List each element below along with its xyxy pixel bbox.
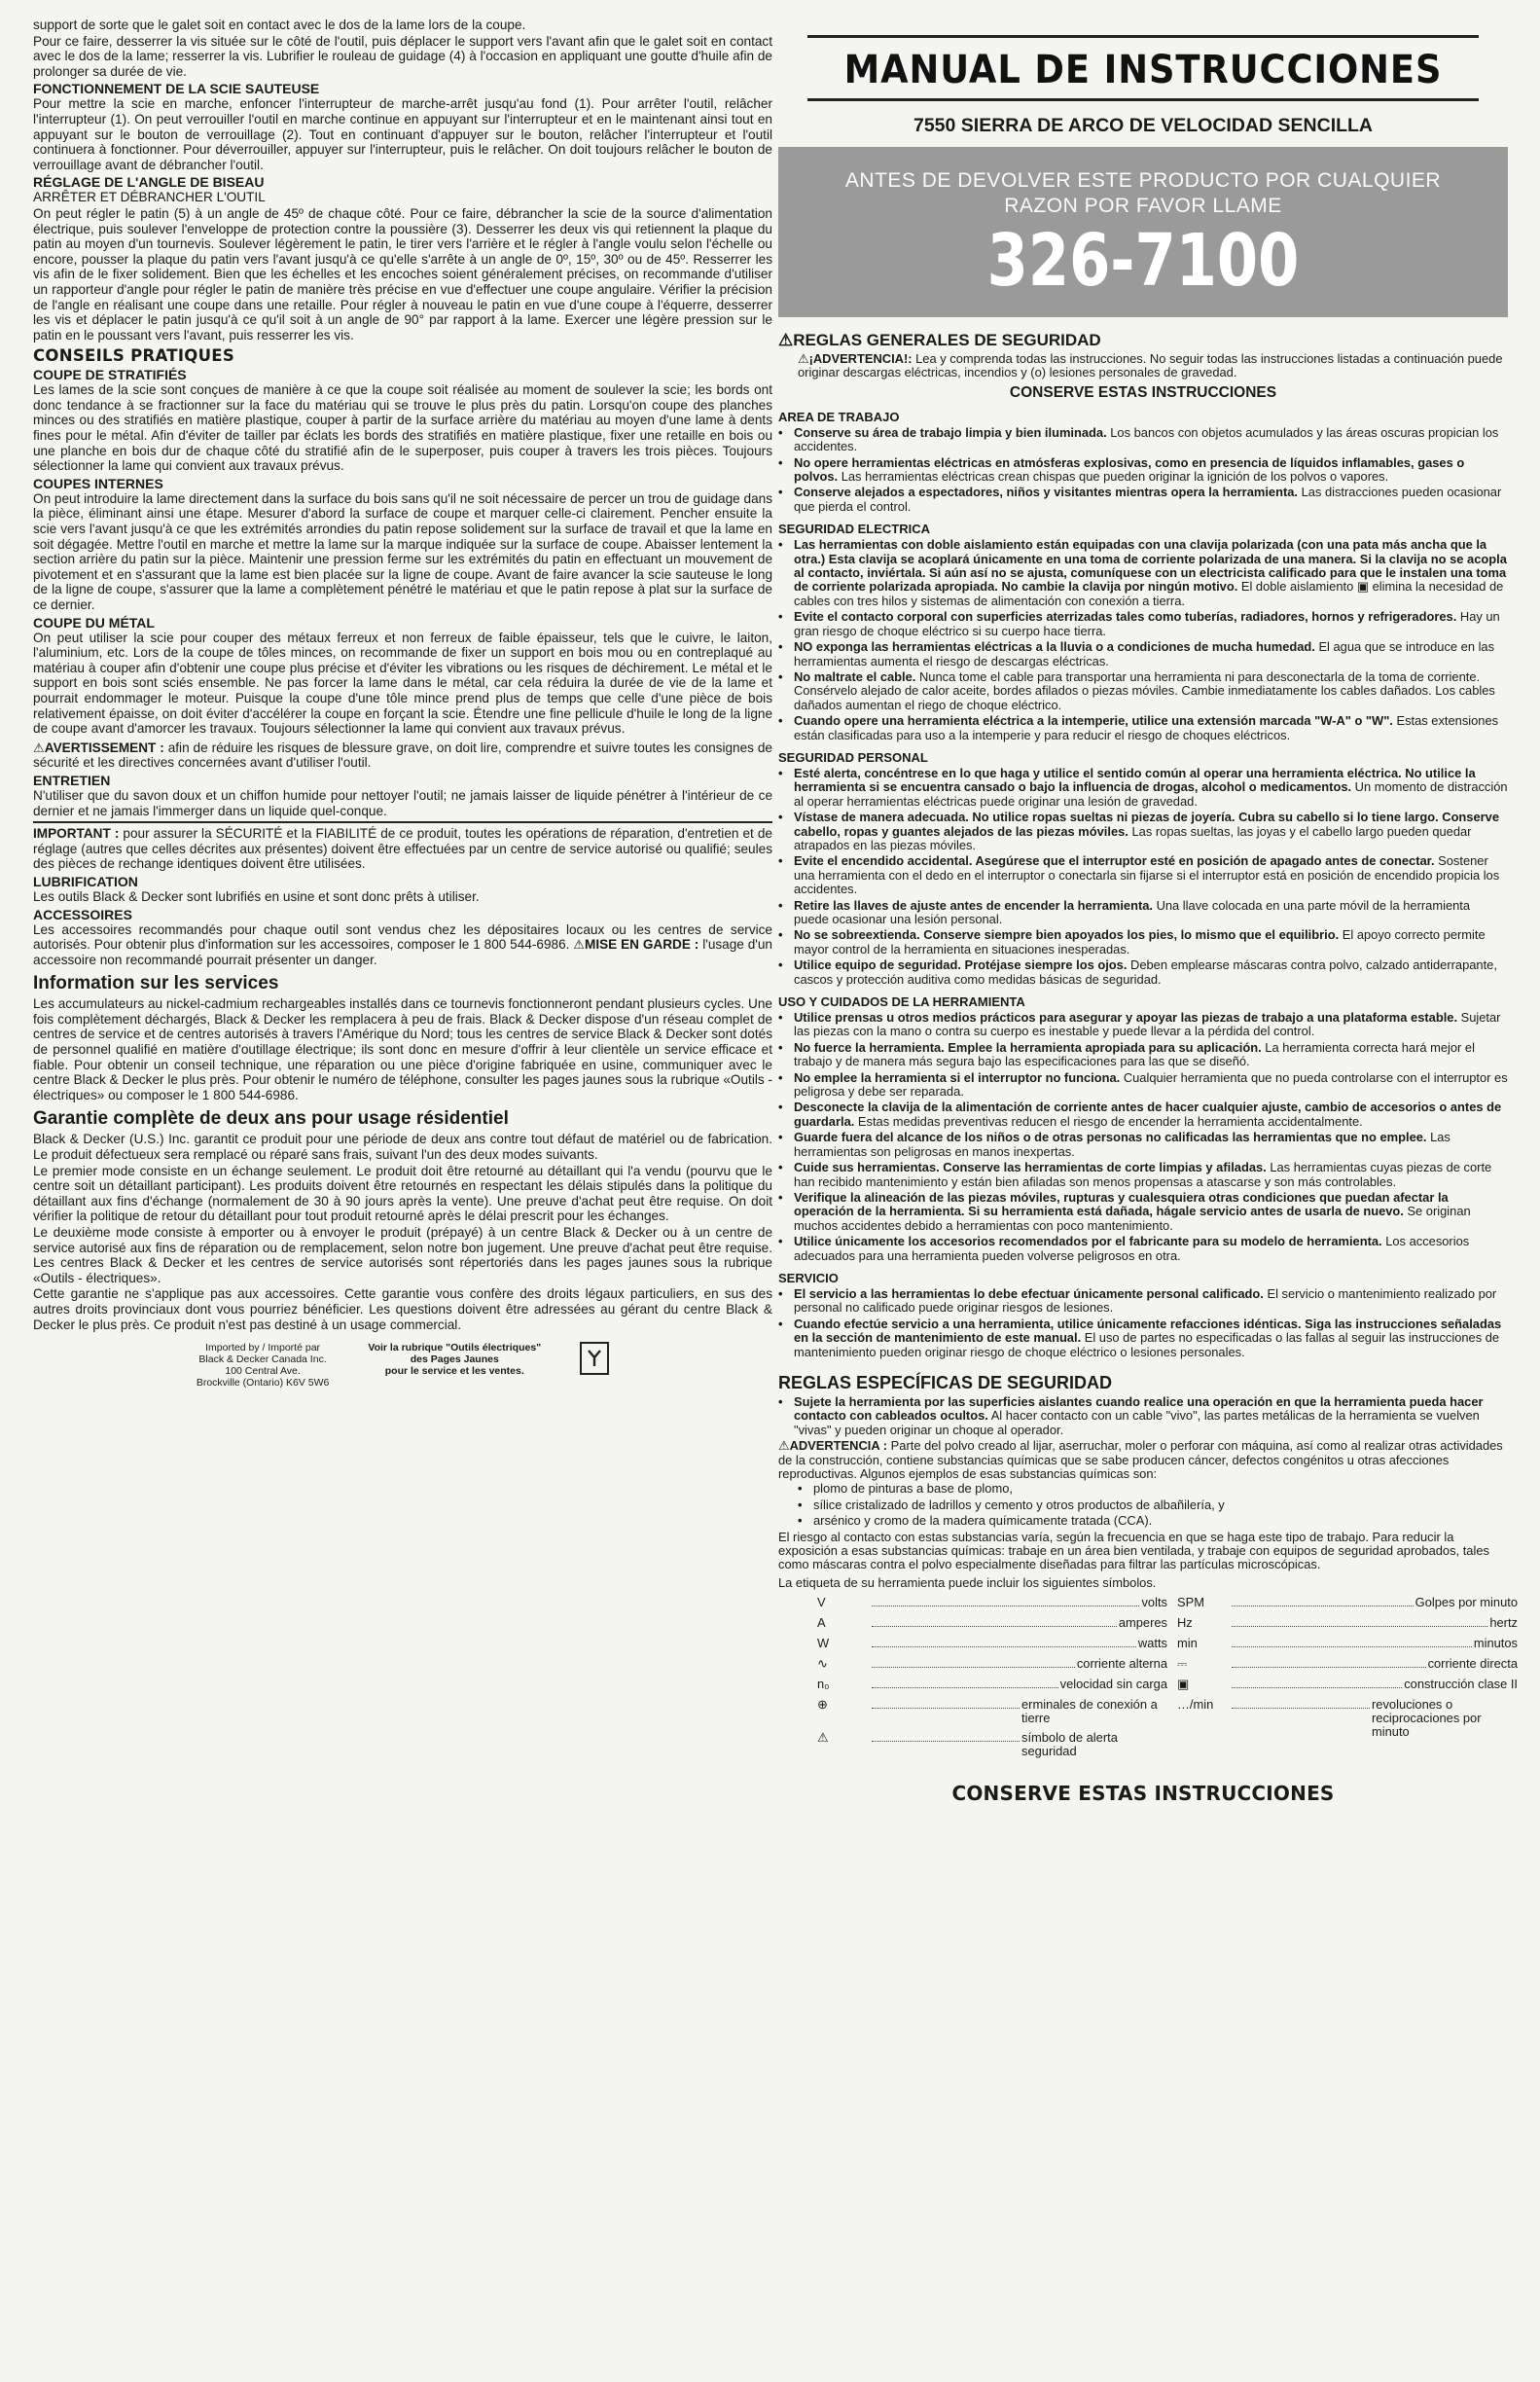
advertencia-text: Lea y comprenda todas las instrucciones. No seguir todas las instrucciones listadas a continuación puede originar descargas eléctricas, incendios y (o) lesiones personales de gravedad. — [798, 351, 1503, 380]
bullet-text — [794, 426, 1508, 454]
bullet-text — [794, 1287, 1508, 1316]
electrica-heading: SEGURIDAD ELECTRICA — [778, 522, 931, 537]
symbol-key: ⚠ — [817, 1730, 829, 1746]
symbols-table — [778, 1595, 1518, 1764]
intro-line: support de sorte que le galet soit en contact avec le dos de la lame lors de la coupe. — [33, 18, 526, 32]
symbol-row — [817, 1596, 1167, 1610]
garantie-p3: Le deuxième mode consiste à emporter ou à envoyer le produit (prépayé) à un centre Black & Decker ou à un centre de service autorisé aux fins de réparation ou de remplacement, selon notre bon jugement. Une preuve d'achat peut être requise. Les centres Black & Decker et les centres de service autorisés sont répertoriés dans les pages jaunes sous la rubrique «Outils - électriques». — [33, 1225, 772, 1285]
bullet-icon: • — [798, 1481, 803, 1497]
personal-heading: SEGURIDAD PERSONAL — [778, 749, 928, 765]
advertencia-label: ¡ADVERTENCIA!: — [808, 351, 913, 366]
dot-leader — [872, 1637, 1136, 1647]
manual-title: MANUAL DE INSTRUCCIONES — [843, 48, 1443, 92]
symbol-value: minutos — [1473, 1636, 1518, 1651]
bullet-bold: El servicio a las herramientas lo debe efectuar únicamente personal calificado. — [794, 1285, 1264, 1301]
symbols-left — [817, 1596, 1167, 1764]
bullet-item — [778, 1235, 1508, 1263]
bullet-icon: • — [798, 1513, 803, 1529]
bullet-normal: Deben emplearse máscaras contra polvo, calzado antiderrapante, cascos y protección auditiva como medidas básicas de seguridad. — [794, 957, 1497, 987]
advertencia2-paragraph — [778, 1439, 1508, 1481]
avertissement-label: AVERTISSEMENT : — [44, 740, 164, 755]
voir-line1: Voir la rubrique "Outils électriques" — [368, 1342, 542, 1354]
accessoires-heading: ACCESSOIRES — [33, 906, 132, 922]
bullet-icon: • — [778, 668, 783, 684]
symbol-key: Hz — [1177, 1615, 1193, 1631]
dot-leader — [1232, 1657, 1426, 1668]
bullet-text — [794, 1317, 1508, 1359]
bullet-bold: No opere herramientas eléctricas en atmósferas explosivas, como en presencia de líquidos inflamables, gases o polvos. — [794, 454, 1465, 485]
symbol-row — [817, 1657, 1167, 1672]
symbol-value: volts — [1141, 1595, 1167, 1610]
bullet-icon: • — [778, 853, 783, 869]
bullet-text — [794, 456, 1508, 485]
warning-triangle-icon: ⚠ — [778, 1438, 790, 1454]
bullet-normal: El agua que se introduce en las herramientas aumenta el riesgo de descargas eléctricas. — [794, 639, 1495, 668]
bullet-normal: Las herramientas cuyas piezas de corte han recibido mantenimiento y están bien afiladas son menos propensas a atascarse y son más controlables. — [794, 1160, 1492, 1189]
stratifies-heading: COUPE DE STRATIFIÉS — [33, 367, 187, 383]
servicio-heading: SERVICIO — [778, 1270, 839, 1285]
symbol-value: erminales de conexión a tierre — [1021, 1697, 1158, 1726]
lubrification-heading: LUBRIFICATION — [33, 873, 138, 889]
symbol-key: min — [1177, 1636, 1198, 1651]
symbol-value: velocidad sin carga — [1059, 1677, 1167, 1692]
dot-leader — [872, 1698, 1020, 1709]
bullet-item — [778, 928, 1508, 956]
bullet-normal: El uso de partes no especificadas o las fallas al seguir las instrucciones de mantenimiento pueden originar riesgo de choque eléctrico o lesiones personales. — [794, 1330, 1500, 1359]
bullet-icon: • — [778, 1393, 783, 1409]
symbol-row — [1177, 1698, 1518, 1739]
info-text: Les accumulateurs au nickel-cadmium rechargeables installés dans ce tournevis fonctionneront pendant plusieurs cycles. Une fois complètement déchargés, Black & Decker les remplacera à peu de frais. Black & Decker dispose d'un réseau complet de centres de service et de centres autorisés à travers l'Amérique du Nord; tous les centres de service Black & Decker sont dotés de personnel qualifié en matière d'outillage électrique; ils sont donc en mesure d'offrir à leur clientèle un service efficace et fiable. Pour obtenir un conseil technique, une réparation ou une pièce d'origine fabriquée en usine, communiquer avec le centre Black & Decker le plus près. Pour obtenir le numéro de téléphone, consulter les pages jaunes sous la rubrique «Outils - électriques» ou composer le 1 800 544-6986. — [33, 996, 772, 1102]
product-subtitle: 7550 SIERRA DE ARCO DE VELOCIDAD SENCILLA — [913, 115, 1374, 136]
bullet-bold: Conserve su área de trabajo limpia y bien iluminada. — [794, 424, 1107, 440]
bullet-bold: No fuerce la herramienta. Emplee la herramienta apropiada para su aplicación. — [794, 1039, 1262, 1055]
bullet-icon: • — [778, 1160, 783, 1175]
bullet-bold: Evite el contacto corporal con superficies aterrizadas tales como tuberías, radiadores, hornos y refrigeradores. — [794, 609, 1457, 625]
reglas-title-text: REGLAS GENERALES DE SEGURIDAD — [793, 331, 1101, 349]
importer-info — [33, 1342, 772, 1389]
bullet-item — [778, 811, 1508, 852]
bullet-normal: La herramienta correcta hará mejor el trabajo y de manera más segura bajo las especificaciones para las que se diseñó. — [794, 1039, 1475, 1069]
bullet-icon: • — [778, 957, 783, 973]
dot-leader — [1232, 1698, 1370, 1709]
bullet-icon: • — [778, 1285, 783, 1301]
bullet-icon: • — [778, 1100, 783, 1115]
bullet-bold: Utilice prensas u otros medios prácticos para asegurar y apoyar las piezas de trabajo a una plataforma estable. — [794, 1010, 1458, 1026]
warning-triangle-icon: ⚠ — [33, 740, 45, 755]
bullet-icon: • — [778, 424, 783, 440]
conseils-heading: CONSEILS PRATIQUES — [33, 346, 235, 366]
symbol-value: amperes — [1118, 1615, 1167, 1631]
bullet-text — [794, 1071, 1508, 1100]
symbol-row — [1177, 1637, 1518, 1651]
bullet-normal: Las distracciones pueden ocasionar que pierda el control. — [794, 485, 1502, 514]
bullet-normal: Sujetar las piezas con la mano o contra su cuerpo es inestable y puede llevar a la pérdida del control. — [794, 1010, 1501, 1039]
dot-leader — [872, 1731, 1020, 1742]
uso-list — [778, 1011, 1508, 1263]
bullet-normal: El servicio o mantenimiento realizado por personal no calificado puede originar riesgos de lesiones. — [794, 1285, 1497, 1316]
bullet-bold: Cuando opere una herramienta eléctrica a la intemperie, utilice una extensión marcada "W-A" o "W". — [794, 713, 1393, 729]
important-note — [33, 826, 772, 872]
bullet-icon: • — [778, 454, 783, 470]
warning-triangle-icon: ⚠ — [573, 937, 586, 953]
avertissement-note — [33, 740, 772, 771]
bullet-item — [778, 610, 1508, 638]
chemical-list — [778, 1482, 1508, 1528]
area-list — [778, 426, 1508, 514]
metal-text: On peut utiliser la scie pour couper des métaux ferreux et non ferreux de faible épaisseur, tels que le cuivre, le laiton, l'aluminium, etc. Lors de la coupe de tôles minces, on recommande de fixer un support en bois mou ou en contreplaqué au matériau à couper afin d'obtenir une coupe plus précise et d'éviter les vibrations ou les risques de déchirement. Le métal et le support en bois sont sciés ensemble. Ne pas forcer la lame dans le métal, car cela réduira la durée de vie de la lame et pourrait endommager le moteur. Puisque la coupe d'une tôle mince prend plus de temps que celle d'une pièce de bois relativement épaisse, on doit éviter d'accélérer la coupe en forçant la scie. Étendre une fine pellicule d'huile le long de la ligne de coupe avant d'amorcer les travaux. Toujours sélectionner la lame qui convient aux travaux prévus. — [33, 630, 772, 737]
bullet-item — [778, 1101, 1508, 1129]
bullet-text — [794, 714, 1508, 742]
garantie-p1: Black & Decker (U.S.) Inc. garantit ce produit pour une période de deux ans contre tout défaut de matériel ou de fabrication. Le produit défectueux sera remplacé ou réparé sans frais, suivant l'un des deux modes suivants. — [33, 1132, 772, 1163]
bullet-item — [778, 958, 1508, 987]
dot-leader — [872, 1657, 1075, 1668]
manual-title-bar — [807, 35, 1479, 101]
advertencia2-text: Parte del polvo creado al lijar, aserruchar, moler o perforar con máquina, así como al realizar otras actividades de la construcción, contiene substancias químicas que se sabe producen cáncer, defectos congénitos u otras afecciones reproductivas. Algunos ejemplos de esas substancias químicas son: — [778, 1438, 1503, 1481]
especificas-bold: Sujete la herramienta por las superficies aislantes cuando realice una operación en que la herramienta pueda hacer contacto con cableados ocultos. — [794, 1393, 1484, 1424]
imported-street: 100 Central Ave. — [225, 1365, 301, 1378]
bullet-normal: Sostener una herramienta con el dedo en el interruptor o conectarla sin fijarse si el interruptor está en posición de encendido propicia los accidentes. — [794, 853, 1500, 897]
bullet-text — [794, 1101, 1508, 1129]
bullet-bold: Conserve alejados a espectadores, niños y visitantes mientras opera la herramienta. — [794, 485, 1298, 500]
bullet-item — [778, 1161, 1508, 1189]
bullet-item — [778, 670, 1508, 712]
bullet-text — [794, 767, 1508, 809]
chemical-text: sílice cristalizado de ladrillos y cemento y otros productos de albañilería, y — [813, 1497, 1225, 1512]
spanish-column — [778, 18, 1518, 2353]
symbol-value: símbolo de alerta seguridad — [1021, 1730, 1118, 1759]
bullet-text — [794, 486, 1508, 514]
bullet-icon: • — [798, 1497, 803, 1512]
importer-address — [197, 1342, 330, 1389]
mise-text: l'usage d'un accessoire non recommandé pourrait présenter un danger. — [33, 937, 772, 967]
especificas-bullet — [778, 1395, 1508, 1437]
area-heading: AREA DE TRABAJO — [778, 409, 900, 424]
bullet-normal: Se originan muchos accidentes debido a herramientas con poco mantenimiento. — [794, 1204, 1471, 1233]
bullet-icon: • — [778, 1189, 783, 1205]
metal-heading: COUPE DU MÉTAL — [33, 614, 155, 631]
bullet-bold: Las herramientas con doble aislamiento están equipadas con una clavija polarizada (con una pata más ancha que la otra.) Esta clavija se acoplará únicamente en una toma de corriente polarizada de una manera. Si la clavija no se acopla al contacto, inviértala. Si aún así no se ajusta, comuníquese con un electricista calificado para que le instalen una toma de corriente polarizada apropiada. No cambie la clavija por ningún motivo. — [794, 537, 1507, 595]
bullet-item — [778, 426, 1508, 454]
imported-line: Imported by / Importé par — [205, 1342, 321, 1354]
etiqueta-paragraph: La etiqueta de su herramienta puede incluir los siguientes símbolos. — [778, 1574, 1157, 1590]
bullet-icon: • — [778, 609, 783, 625]
symbol-value: corriente alterna — [1076, 1656, 1167, 1672]
riesgo-paragraph: El riesgo al contacto con estas substancias varía, según la frecuencia en que se haga este tipo de trabajo. Para reducir la exposición a esas substancias químicas: trabaje en un área bien ventilada, y trabaje con equipos de seguridad aprobados, tales como máscaras contra el polvo especialmente diseñadas para filtrar las partículas microscópicas. — [778, 1529, 1489, 1572]
symbol-key: ∿ — [817, 1656, 828, 1672]
bullet-normal: Estas extensiones están clasificadas para uso a la intemperie y para reducir el riesgo de choques eléctricos. — [794, 713, 1499, 742]
bullet-text — [794, 928, 1508, 956]
bullet-text — [794, 1011, 1508, 1039]
bullet-item — [778, 538, 1508, 608]
chemical-item — [798, 1498, 1508, 1512]
bullet-bold: Cuando efectúe servicio a una herramienta, utilice únicamente refacciones idénticas. Siga las instrucciones señaladas en la sección de mantenimiento de este manual. — [794, 1316, 1502, 1346]
bullet-item — [778, 1191, 1508, 1233]
bullet-bold: No maltrate el cable. — [794, 668, 916, 684]
garantie-heading: Garantie complète de deux ans pour usage résidentiel — [33, 1108, 509, 1130]
reglage-heading: RÉGLAGE DE L'ANGLE DE BISEAU — [33, 174, 265, 191]
symbol-value: watts — [1137, 1636, 1167, 1651]
dot-leader — [872, 1678, 1058, 1688]
symbol-row — [1177, 1616, 1518, 1631]
bullet-normal: Estas medidas preventivas reducen el riesgo de encender la herramienta accidentalmente. — [854, 1113, 1363, 1129]
bullet-text — [794, 854, 1508, 896]
reglas-heading — [778, 331, 1508, 350]
imported-city: Brockville (Ontario) K6V 5W6 — [196, 1377, 330, 1390]
symbol-key: SPM — [1177, 1595, 1204, 1610]
entretien-heading: ENTRETIEN — [33, 772, 111, 788]
bullet-text — [794, 958, 1508, 987]
symbol-row — [817, 1637, 1167, 1651]
symbol-key: V — [817, 1595, 826, 1610]
fonctionnement-heading: FONCTIONNEMENT DE LA SCIE SAUTEUSE — [33, 81, 320, 97]
internes-text: On peut introduire la lame directement dans la surface du bois sans qu'il ne soit nécessaire de percer un trou de guidage dans la pièce, éliminant ainsi une étape. Mesurer d'abord la surface de coupe et marquer celle-ci clairement. Pencher ensuite la scie vers l'avant jusqu'à ce que les extrémités arrondies du patin repose solidement sur la surface de travail et que la lame en soit dégagée. Mettre l'outil en marche et mettre la lame sur la marque indiquée sur la surface de coupe. Abaisser lentement la section arrière du patin sur la pièce. Maintenir une pression ferme sur les extrémités du patin en effectuant un mouvement de pivotement et en s'assurant que la lame est bien placée sur la ligne de coupe. Avant de faire avancer la scie sauteuse le long de la ligne de coupe, s'assurer que la lame a complètement pénétré le matériau et que le patin repose à plat sur la surface de ce dernier. — [33, 490, 772, 612]
symbol-row — [817, 1731, 1167, 1758]
voir-line2: des Pages Jaunes — [410, 1353, 499, 1366]
symbol-key: W — [817, 1636, 830, 1651]
bullet-text — [794, 640, 1508, 668]
bullet-item — [778, 854, 1508, 896]
bullet-bold: Vístase de manera adecuada. No utilice ropas sueltas ni piezas de joyería. Cubra su cabello si lo tiene largo. Conserve cabello, ropas y guantes alejados de las piezas móviles. — [794, 810, 1500, 839]
dot-leader — [1232, 1637, 1472, 1647]
bullet-item — [778, 456, 1508, 485]
bullet-item — [778, 1317, 1508, 1359]
bullet-normal: Una llave colocada en una parte móvil de la herramienta puede ocasionar una lesión personal. — [794, 897, 1471, 926]
uso-heading: USO Y CUIDADOS DE LA HERRAMIENTA — [778, 994, 1025, 1010]
advertencia-paragraph — [778, 352, 1508, 380]
garantie-p2: Le premier mode consiste en un échange seulement. Le produit doit être retourné au détaillant qui l'a vendu (pourvu que le centre soit un détaillant participant). Les produits doivent être retournés en respectant les délais stipulés dans la politique du détaillant aux fins d'échange (normalement de 30 à 90 jours après la vente). Une preuve d'achat peut être requise. On doit vérifier la politique de retour du détaillant pour tout produit retourné après le délai prescrit pour les échanges. — [33, 1163, 772, 1224]
bullet-icon: • — [778, 1010, 783, 1026]
yellow-pages-icon — [580, 1342, 609, 1375]
chemical-text: plomo de pinturas a base de plomo, — [813, 1481, 1013, 1497]
personal-list — [778, 767, 1508, 987]
bullet-item — [778, 1041, 1508, 1069]
bullet-bold: Utilice únicamente los accesorios recomendados por el fabricante para su modelo de herramienta. — [794, 1234, 1382, 1249]
bullet-item — [778, 767, 1508, 809]
bullet-normal: Las ropas sueltas, las joyas y el cabello largo pueden quedar atrapados en las piezas móviles. — [794, 823, 1472, 852]
symbol-value: corriente directa — [1427, 1656, 1518, 1672]
bullet-normal: El doble aislamiento ▣ elimina la necesidad de cables con tres hilos y sistemas de alimentación con conexión a tierra. — [794, 579, 1504, 608]
bullet-bold: Cuide sus herramientas. Conserve las herramientas de corte limpias y afiladas. — [794, 1160, 1267, 1175]
bullet-icon: • — [778, 537, 783, 553]
french-column — [33, 18, 772, 2353]
chemical-item — [798, 1482, 1508, 1496]
bullet-normal: El apoyo correcto permite mayor control de la herramienta en situaciones inesperadas. — [794, 927, 1486, 956]
banner-phone-number: 326-7100 — [986, 219, 1300, 303]
dot-leader — [872, 1596, 1139, 1606]
bullet-icon: • — [778, 1316, 783, 1331]
bullet-bold: NO exponga las herramientas eléctricas a la lluvia o a condiciones de mucha humedad. — [794, 639, 1315, 655]
bullet-icon: • — [778, 897, 783, 913]
symbol-value: Golpes por minuto — [1415, 1595, 1518, 1610]
conserve-heading: CONSERVE ESTAS INSTRUCCIONES — [1009, 383, 1277, 401]
symbol-value: hertz — [1489, 1615, 1518, 1631]
reglage-subheading: ARRÊTER ET DÉBRANCHER L'OUTIL — [33, 190, 266, 205]
symbol-key: n₀ — [817, 1677, 830, 1692]
bullet-text — [794, 670, 1508, 712]
info-heading: Information sur les services — [33, 973, 279, 994]
especificas-bullet-text — [794, 1395, 1508, 1437]
banner-line-1: ANTES DE DEVOLVER ESTE PRODUCTO POR CUALQUIER — [844, 169, 1442, 192]
bullet-bold: Utilice equipo de seguridad. Protéjase siempre los ojos. — [794, 957, 1128, 973]
bullet-icon: • — [778, 485, 783, 500]
bullet-text — [794, 811, 1508, 852]
bullet-icon: • — [778, 639, 783, 655]
symbol-row — [1177, 1657, 1518, 1672]
voir-line3: pour le service et les ventes. — [384, 1365, 524, 1378]
bullet-normal: Nunca tome el cable para transportar una herramienta ni para desconectarla de la toma de corriente. Consérvelo alejado de calor aceite, bordes afilados o piezas móviles. Cambie inmediatamente los cables dañados. Los cables dañados aumentan el riego de choque eléctrico. — [794, 668, 1495, 712]
bullet-bold: No emplee la herramienta si el interruptor no funciona. — [794, 1069, 1121, 1085]
accessoires-text — [33, 922, 772, 968]
symbol-value: construcción clase II — [1404, 1677, 1518, 1692]
reglage-text: On peut régler le patin (5) à un angle de 45º de chaque côté. Pour ce faire, débrancher la scie de la source d'alimentation électrique, puis soulever l'enveloppe de protection contre la poussière (3). Desserrer les deux vis qui retiennent la plaque du patin au moyen d'un tournevis. Soulever légèrement le patin, le tirer vers l'arrière et le régler à l'angle voulu selon l'échelle ou encore, pousser la plaque du patin vers l'avant jusqu'à ce qu'elle s'arrête à un angle de 0º, 15º, 30º ou de 45º. Resserrer les vis afin de le fixer solidement. Bien que les échelles et les encoches soient généralement précises, on recommande d'utiliser un rapporteur d'angle pour régler le patin de manière très précise en vue d'effectuer une coupe angulaire. Vérifier la précision de l'angle en réalisant une coupe dans une retaille. Pour régler à nouveau le patin en vue d'une coupe à l'équerre, desserrer les vis et déplacer le patin jusqu'à ce qu'il soit à un angle de 90° par rapport à la lame. Exercer une légère pression sur le patin en le poussant vers l'avant, puis resserrer les vis. — [33, 205, 772, 343]
symbol-row — [817, 1616, 1167, 1631]
bullet-icon: • — [778, 1069, 783, 1085]
symbol-value: revoluciones o reciprocaciones por minuto — [1372, 1697, 1482, 1740]
bullet-bold: Retire las llaves de ajuste antes de encender la herramienta. — [794, 897, 1153, 913]
servicio-list — [778, 1287, 1508, 1359]
accessoires-body: Les accessoires recommandés pour chaque outil sont vendus chez les dépositaires locaux ou les centres de service autorisés. Pour obtenir plus d'information sur les accessoires, composer le 1 800 544-6986. — [33, 921, 772, 953]
bullet-item — [778, 1131, 1508, 1159]
final-conserve: CONSERVE ESTAS INSTRUCCIONES — [951, 1782, 1335, 1806]
bullet-normal: Las herramientas eléctricas crean chispas que pueden originar la ignición de los polvos o vapores. — [838, 469, 1389, 485]
bullet-item — [778, 1011, 1508, 1039]
important-text: pour assurer la SÉCURITÉ et la FIABILITÉ de ce produit, toutes les opérations de réparation, d'entretien et de réglage (autres que celles décrites aux présentes) doivent être effectuées par un centre de service autorisé ou qualifié; seules des pièces de rechange identiques doivent être utilisées. — [33, 826, 772, 872]
symbol-key: A — [817, 1615, 826, 1631]
bullet-icon: • — [778, 810, 783, 825]
bullet-bold: Guarde fuera del alcance de los niños o de otras personas no calificadas las herramientas que no emplee. — [794, 1130, 1427, 1145]
intro-paragraph: Pour ce faire, desserrer la vis située sur le côté de l'outil, puis déplacer le support vers l'avant afin que le galet soit en contact avec le dos de la lame; resserrer la vis. Lubrifier le rouleau de guidage (4) à l'occasion en appliquant une goutte d'huile afin de prolonger sa durée de vie. — [33, 33, 772, 79]
divider — [33, 821, 772, 823]
bullet-item — [778, 1287, 1508, 1316]
bullet-bold: No se sobreextienda. Conserve siempre bien apoyados los pies, lo mismo que el equilibrio. — [794, 927, 1340, 943]
important-label: IMPORTANT : — [33, 826, 120, 842]
dot-leader — [1232, 1596, 1414, 1606]
especificas-normal: Al hacer contacto con un cable "vivo", las partes metálicas de la herramienta se vuelven "vivas" y pueden originar un choque al operador. — [794, 1408, 1480, 1437]
avertissement-text: afin de réduire les risques de blessure grave, on doit lire, comprendre et suivre toutes les consignes de sécurité et les directives concernées avant d'utiliser l'outil. — [33, 740, 772, 771]
banner-line-2: RAZON POR FAVOR LLAME — [1004, 195, 1282, 217]
bullet-text — [794, 610, 1508, 638]
bullet-item — [778, 486, 1508, 514]
bullet-icon: • — [778, 1130, 783, 1145]
fonctionnement-text: Pour mettre la scie en marche, enfoncer l'interrupteur de marche-arrêt jusqu'au fond (1). Pour arrêter l'outil, relâcher l'interrupteur (1). On peut verrouiller l'outil en marche continue en appuyant sur l'interrupteur et en le maintenant ainsi tout en appuyant sur le bouton de verrouillage (2). Tout en continuant d'appuyer sur le bouton, relâcher l'interrupteur et l'outil continuera à fonctionner. Pour déverrouiller, appuyer sur l'interrupteur, puis le relâcher. On doit toujours relâcher le bouton de verrouillage avant de débrancher l'outil. — [33, 96, 772, 172]
advertencia2-label: ADVERTENCIA : — [789, 1438, 888, 1454]
symbol-key: ▣ — [1177, 1677, 1190, 1692]
bullet-bold: Verifique la alineación de las piezas móviles, rupturas y cualesquiera otras condiciones que puedan afectar la operación de la herramienta. Si su herramienta está dañada, hágale servicio antes de usarla de nuevo. — [794, 1189, 1449, 1219]
bullet-text — [794, 1041, 1508, 1069]
warning-triangle-icon: ⚠ — [798, 351, 809, 366]
symbol-row — [1177, 1596, 1518, 1610]
bullet-item — [778, 899, 1508, 927]
bullet-text — [794, 1191, 1508, 1233]
bullet-normal: Los bancos con objetos acumulados y las áreas oscuras propician los accidentes. — [794, 424, 1499, 454]
internes-heading: COUPES INTERNES — [33, 475, 163, 491]
bullet-text — [794, 538, 1508, 608]
warning-triangle-icon: ⚠ — [778, 331, 794, 349]
symbols-right — [1177, 1596, 1518, 1764]
bullet-normal: Las herramientas son peligrosas en manos inexpertas. — [794, 1130, 1450, 1159]
dot-leader — [872, 1616, 1117, 1627]
symbol-key: ⊕ — [817, 1697, 828, 1713]
imported-company: Black & Decker Canada Inc. — [198, 1353, 327, 1366]
bullet-text — [794, 1161, 1508, 1189]
bullet-bold: Evite el encendido accidental. Asegúrese que el interruptor esté en posición de apagado antes de conectar. — [794, 853, 1435, 869]
chemical-text: arsénico y cromo de la madera químicamente tratada (CCA). — [813, 1513, 1153, 1529]
mise-label: MISE EN GARDE : — [585, 937, 699, 953]
bullet-normal: Hay un gran riesgo de choque eléctrico si su cuerpo hace tierra. — [794, 609, 1500, 638]
bullet-item — [778, 714, 1508, 742]
garantie-p4: Cette garantie ne s'applique pas aux accessoires. Cette garantie vous confère des droits légaux particuliers, en sus des autres droits provinciaux dont vous pourriez bénéficier. Les questions doivent être adressées au gérant du centre Black & Decker le plus près. Ce produit n'est pas destiné à un usage commercial. — [33, 1286, 772, 1332]
dot-leader — [1232, 1678, 1402, 1688]
bullet-bold: Desconecte la clavija de la alimentación de corriente antes de hacer cualquier ajuste, cambio de accesorios o antes de guardarla. — [794, 1100, 1502, 1129]
dot-leader — [1232, 1616, 1487, 1627]
bullet-text — [794, 1235, 1508, 1263]
stratifies-text: Les lames de la scie sont conçues de manière à ce que la coupe soit réalisée au moment de soulever la scie; les bords ont donc tendance à se fractionner sur la face du matériau qui se trouve le plus près du patin. Lorsqu'on coupe des planches minces ou des stratifiés en matière plastique, couper à partir de la surface arrière du matériau au moyen d'une lame à dents fines pour le métal. Afin d'éviter de tailler par éclats les bords des stratifiés en matière plastique, fixer une retaille en bois ou une planche en bois dur de chaque côté du stratifié afin de le superposer, puis couper à travers les trois pièces. Toujours sélectionner la lame qui convient aux travaux prévus. — [33, 382, 772, 474]
bullet-item — [778, 640, 1508, 668]
bullet-icon: • — [778, 1039, 783, 1055]
bullet-icon: • — [778, 1234, 783, 1249]
symbol-row — [817, 1698, 1167, 1725]
chemical-item — [798, 1514, 1508, 1528]
bullet-item — [778, 1071, 1508, 1100]
electrica-list — [778, 538, 1508, 742]
symbol-row — [817, 1678, 1167, 1692]
bullet-normal: Cualquier herramienta que no pueda controlarse con el interruptor es peligrosa y debe ser reparada. — [794, 1069, 1508, 1100]
bullet-icon: • — [778, 765, 783, 780]
bullet-bold: Esté alerta, concéntrese en lo que haga y utilice el sentido común al operar una herramienta eléctrica. No utilice la herramienta si se encuentra cansado o bajo la influencia de drogas, alcohol o medicamentos. — [794, 765, 1476, 795]
entretien-text: N'utiliser que du savon doux et un chiffon humide pour nettoyer l'outil; ne jamais laisser de liquide pénétrer à l'intérieur de ce dernier et ne jamais l'immerger dans un liquide quel-conque. — [33, 787, 772, 818]
yellow-pages-note — [368, 1342, 541, 1377]
bullet-text — [794, 1131, 1508, 1159]
return-banner — [778, 147, 1508, 317]
bullet-normal: Un momento de distracción al operar herramientas eléctricas puede originar una lesión de gravedad. — [794, 779, 1508, 809]
bullet-icon: • — [778, 713, 783, 729]
symbol-key: ⎓ — [1177, 1656, 1188, 1672]
lubrification-text: Les outils Black & Decker sont lubrifiés en usine et sont donc prêts à utiliser. — [33, 888, 480, 904]
especificas-heading: REGLAS ESPECÍFICAS DE SEGURIDAD — [778, 1372, 1113, 1392]
symbol-row — [1177, 1678, 1518, 1692]
bullet-normal: Los accesorios adecuados para una herramienta pueden volverse peligrosos en otra. — [794, 1234, 1470, 1263]
bullet-icon: • — [778, 927, 783, 943]
bullet-text — [794, 899, 1508, 927]
symbol-key: …/min — [1177, 1697, 1214, 1713]
